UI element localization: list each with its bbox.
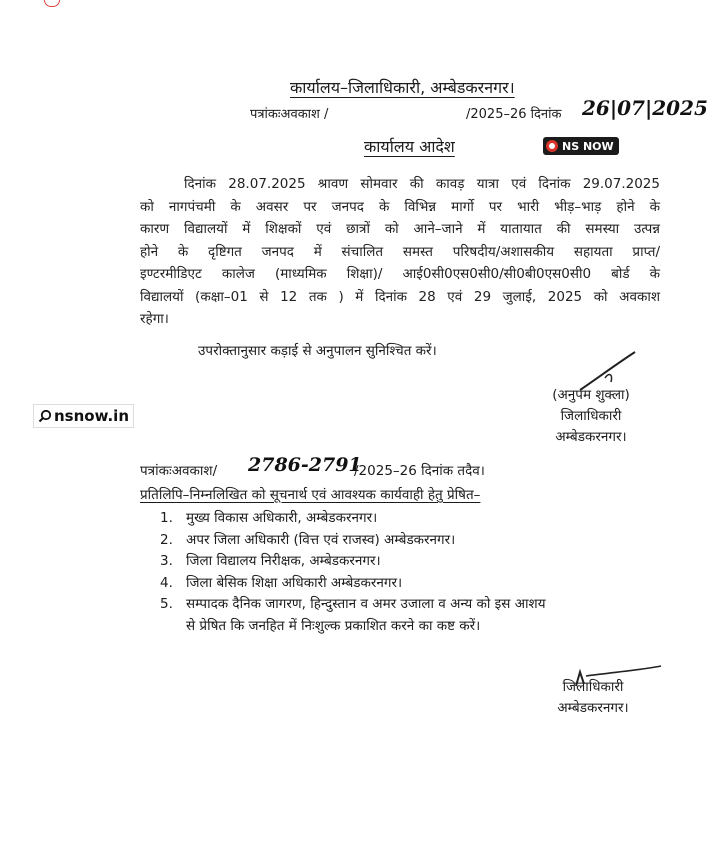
watermark-text: nsnow.in (54, 407, 130, 425)
recipient-list (160, 508, 680, 637)
dispatch-ref-year: /2025–26 दिनांक तदैव। (354, 463, 485, 479)
order-title: कार्यालय आदेश (364, 137, 455, 156)
ref-label: पत्रांकःअवकाश / (250, 107, 329, 122)
signatory-block-2 (543, 677, 643, 719)
signatory-name: (अनुपम शुक्ला) (552, 387, 630, 403)
logo-text: NS NOW (562, 139, 614, 153)
corner-mark (44, 0, 60, 7)
order-body (140, 173, 660, 331)
ref-year-label: /2025–26 दिनांक (466, 107, 562, 122)
ns-now-logo (543, 137, 619, 155)
search-icon (38, 409, 52, 423)
office-title: कार्यालय–जिलाधिकारी, अम्बेडकरनगर। (290, 78, 515, 97)
signatory-designation: जिलाधिकारी (560, 408, 622, 424)
list-item: 3. जिला विद्यालय निरीक्षक, अम्बेडकरनगर। (160, 553, 381, 569)
dispatch-ref-label: पत्रांकःअवकाश/ (140, 463, 218, 479)
logo-icon (546, 140, 558, 152)
body-line: विद्यालयों (कक्षा–01 से 12 तक ) में दिनांक 28 एवं 29 जुलाई, 2025 को अवकाश (140, 288, 660, 305)
list-item: 2. अपर जिला अधिकारी (वित्त एवं राजस्व) अम्बेडकरनगर। (160, 531, 456, 548)
signatory-place: अम्बेडकरनगर। (555, 429, 627, 445)
signatory-place: अम्बेडकरनगर। (557, 700, 629, 716)
body-line: कारण विद्यालयों में शिक्षकों एवं छात्रों को आने–जाने में यातायात की समस्या उत्पन्न (140, 221, 660, 237)
body-line: को नागपंचमी के अवसर पर जनपद के विभिन्न मार्गो पर भारी भीड़–भाड़ होने के (140, 198, 660, 215)
signatory-block (536, 385, 646, 448)
list-item: 4. जिला बेसिक शिक्षा अधिकारी अम्बेडकरनगर। (160, 574, 403, 591)
dispatch-number-handwritten: 2786-2791 (248, 454, 362, 476)
signatory-designation: जिलाधिकारी (562, 679, 624, 695)
body-line: होने के दृष्टिगत जनपद में संचालित समस्त परिषदीय/अशासकीय सहायता प्राप्त/ (140, 243, 660, 260)
body-line: रहेगा। (140, 311, 169, 327)
list-item: 1. मुख्य विकास अधिकारी, अम्बेडकरनगर। (160, 510, 378, 526)
nsnow-watermark (33, 404, 134, 428)
list-item: 5. सम्पादक दैनिक जागरण, हिन्दुस्तान व अमर उजाला व अन्य को इस आशय से प्रेषित कि जनहित में निःशुल्क प्रकाशित करने का कष्ट करें। (160, 596, 546, 634)
body-line: दिनांक 28.07.2025 श्रावण सोमवार की कावड़ यात्रा एवं दिनांक 29.07.2025 (184, 176, 660, 192)
compliance-line: उपरोक्तानुसार कड़ाई से अनुपालन सुनिश्चित करें। (198, 343, 437, 359)
ref-date-handwritten: 26|07|2025 (582, 96, 708, 120)
body-line: इण्टरमीडिएट कालेज (माध्यमिक शिक्षा)/ आई0सी0एस0सी0/सी0बी0एस0सी0 बोर्ड के (140, 266, 660, 282)
copy-heading: प्रतिलिपि–निम्नलिखित को सूचनार्थ एवं आवश्यक कार्यवाही हेतु प्रेषित– (140, 487, 481, 503)
